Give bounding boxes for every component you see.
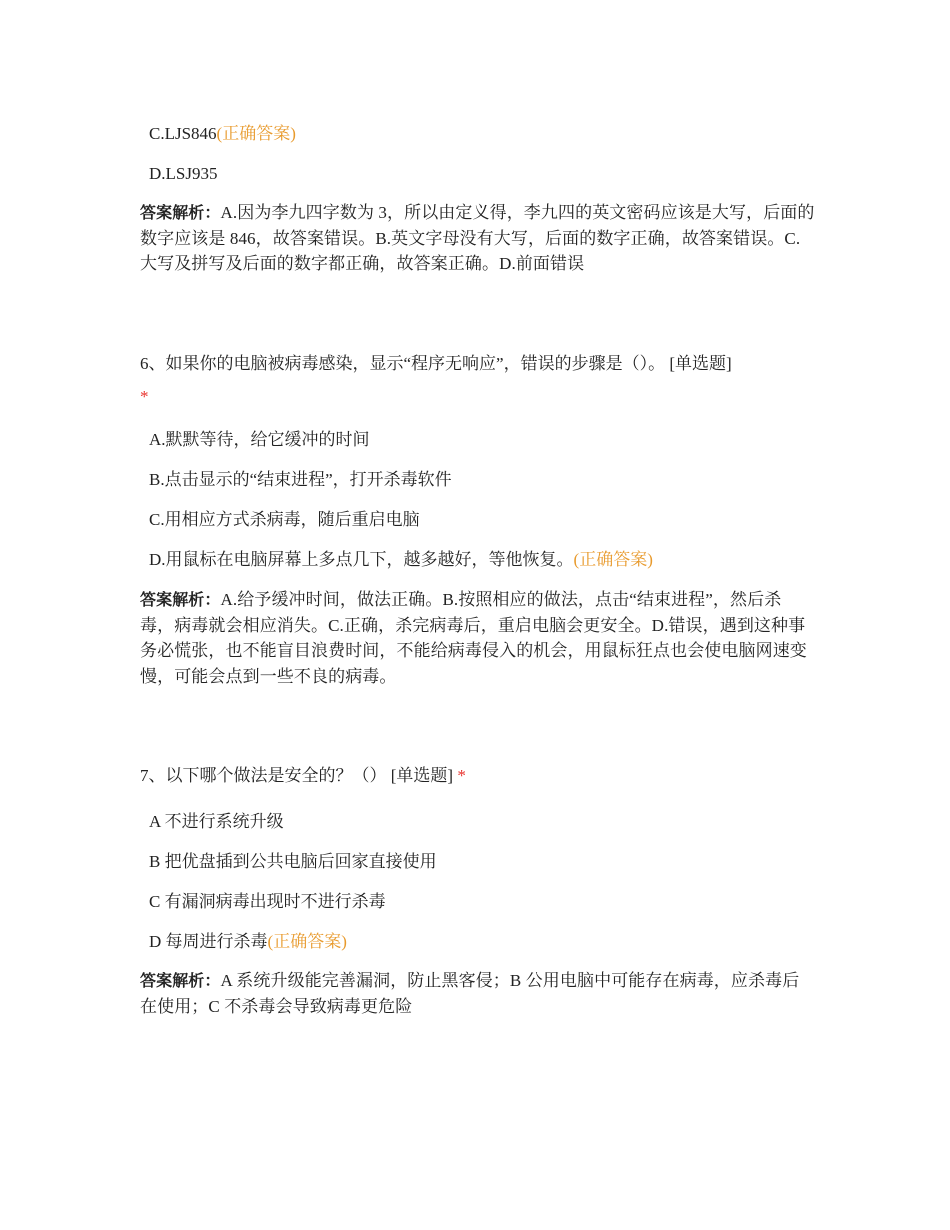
analysis-text: A 系统升级能完善漏洞，防止黑客侵；B 公用电脑中可能存在病毒，应杀毒后在使用；C 不杀毒会导致病毒更危险 xyxy=(140,971,800,1016)
option-text: C 有漏洞病毒出现时不进行杀毒 xyxy=(149,892,386,911)
q6-option-a xyxy=(149,429,370,451)
analysis-label: 答案解析： xyxy=(140,203,221,222)
q6-option-c xyxy=(149,509,420,531)
analysis-text: A.因为李九四字数为 3，所以由定义得，李九四的英文密码应该是大写，后面的数字应该是 846，故答案错误。B.英文字母没有大写，后面的数字正确，故答案错误。C.大写及拼写及后面的数字都正确，故答案正确。D.前面错误 xyxy=(140,203,815,273)
q7-option-d xyxy=(149,931,347,953)
q6-analysis xyxy=(140,587,815,689)
q7-option-a xyxy=(149,811,284,833)
correct-answer-tag: (正确答案) xyxy=(216,124,296,143)
q7-option-b xyxy=(149,851,437,873)
q6-title xyxy=(140,353,815,375)
q7-title xyxy=(140,765,815,787)
q7-option-c xyxy=(149,891,386,913)
q5-option-d xyxy=(149,163,217,185)
option-text: D.用鼠标在电脑屏幕上多点几下，越多越好，等他恢复。 xyxy=(149,550,574,569)
required-mark: * xyxy=(140,387,149,406)
q6-option-d xyxy=(149,549,653,571)
option-text: D 每周进行杀毒 xyxy=(149,932,268,951)
required-mark: * xyxy=(457,766,466,785)
question-title: 7、以下哪个做法是安全的？（） [单选题] xyxy=(140,766,454,785)
question-title: 6、如果你的电脑被病毒感染，显示“程序无响应”，错误的步骤是（）。 [单选题] xyxy=(140,354,732,373)
correct-answer-tag: (正确答案) xyxy=(573,550,653,569)
analysis-text: A.给予缓冲时间，做法正确。B.按照相应的做法，点击“结束进程”，然后杀毒，病毒就会相应消失。C.正确，杀完病毒后，重启电脑会更安全。D.错误，遇到这种事务必慌张，也不能盲目浪费时间，不能给病毒侵入的机会，用鼠标狂点也会使电脑网速变慢，可能会点到一些不良的病毒。 xyxy=(140,590,807,686)
correct-answer-tag: (正确答案) xyxy=(267,932,347,951)
q5-analysis xyxy=(140,200,815,277)
q5-option-c xyxy=(149,123,296,145)
option-text: A.默默等待，给它缓冲的时间 xyxy=(149,430,370,449)
option-text: D.LSJ935 xyxy=(149,164,218,183)
option-text: B 把优盘插到公共电脑后回家直接使用 xyxy=(149,852,437,871)
analysis-label: 答案解析： xyxy=(140,971,221,990)
option-text: B.点击显示的“结束进程”，打开杀毒软件 xyxy=(149,470,452,489)
option-text: C.LJS846 xyxy=(149,124,217,143)
q6-required-row xyxy=(140,386,815,408)
option-text: A 不进行系统升级 xyxy=(149,812,284,831)
q7-analysis xyxy=(140,968,815,1019)
option-text: C.用相应方式杀病毒，随后重启电脑 xyxy=(149,510,420,529)
analysis-label: 答案解析： xyxy=(140,590,221,609)
q6-option-b xyxy=(149,469,452,491)
